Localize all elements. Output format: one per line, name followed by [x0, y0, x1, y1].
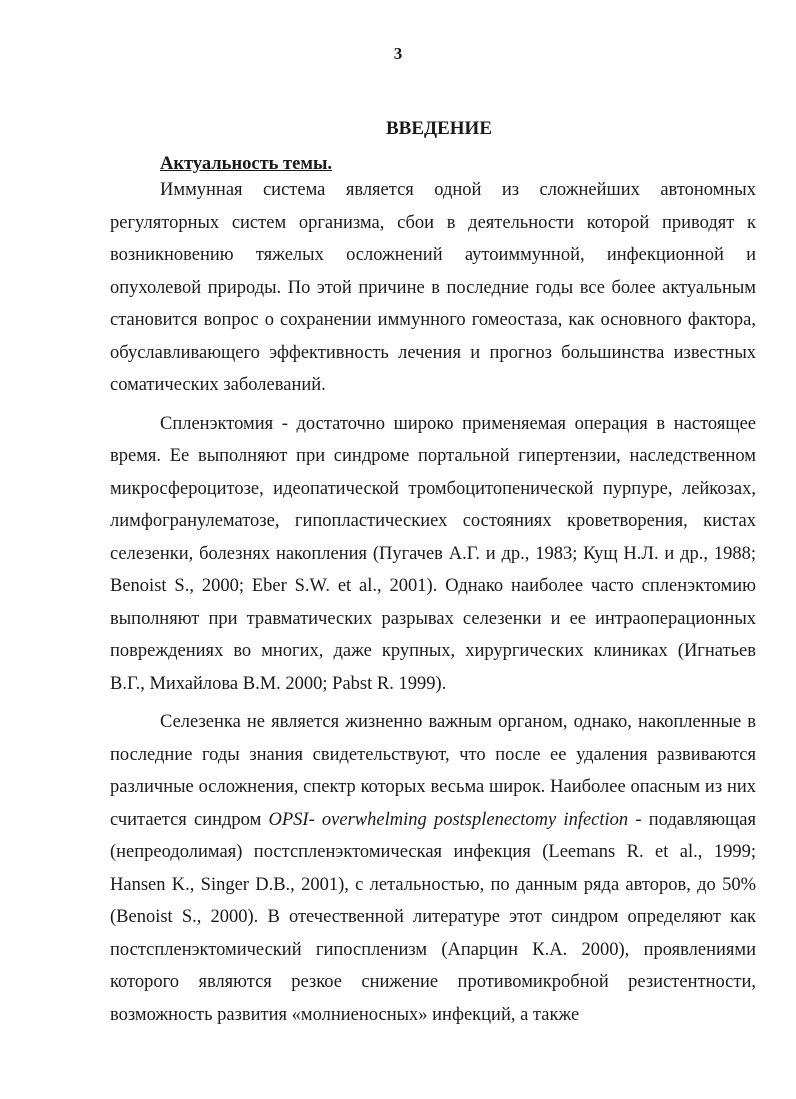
paragraph-immune-system: Иммунная система является одной из сложнейших автономных регуляторных систем организма, сбои в деятельности которой приводят к возникновению тяжелых осложнений аутоиммунной, инфекционной и опухолевой природы. По этой причине в последние годы все более актуальным становится вопрос о сохранении иммунного гомеостаза, как основного фактора, обуславливающего эффективность лечения и прогноз большинства известных соматических заболеваний.: [110, 180, 756, 395]
section-heading: ВВЕДЕНИЕ: [386, 118, 492, 139]
paragraph-3-end: - подавляющая (непреодолимая) постспленэктомическая инфекция (Leemans R. et al., 1999; Hansen K., Singer D.B., 2001), с летальностью, по данным ряда авторов, до 50% (Benoist S., 2000). В отечественной литературе этот синдром определяют как постспленэктомический гипоспленизм (Апарцин К.А. 2000), проявлениями которого являются резкое снижение противомикробной резистентности, возможность развития «молниеносных» инфекций, а также: [110, 809, 756, 1025]
opsi-term: OPSI- overwhelming postsplenectomy infection: [268, 809, 629, 830]
paragraph-spleen-opsi: [110, 706, 756, 1031]
page-number: 3: [393, 44, 403, 63]
document-body: [110, 174, 756, 1031]
paragraph-splenectomy: Спленэктомия - достаточно широко применяемая операция в настоящее время. Ее выполняют при синдроме портальной гипертензии, наследственном микросфероцитозе, идеопатической тромбоцитопенической пурпуре, лейкозах, лимфогранулематозе, гипопластическиех состояниях кроветворения, кистах селезенки, болезнях накопления (Пугачев А.Г. и др., 1983; Кущ Н.Л. и др., 1988; Benoist S., 2000; Eber S.W. et al., 2001). Однако наиболее часто спленэктомию выполняют при травматических разрывах селезенки и ее интраоперационных повреждениях во многих, даже крупных, хирургических клиниках (Игнатьев В.Г., Михайлова В.М. 2000; Pabst R. 1999).: [110, 413, 756, 694]
subheading-relevance: Актуальность темы.: [160, 154, 333, 174]
paragraph-3-start: Селезенка не является жизненно важным органом, однако, накопленные в последние годы знания свидетельствуют, что после ее удаления развиваются различные осложнения, спектр которых весьма широк. Наиболее опасным из них считается синдром: [110, 712, 756, 830]
